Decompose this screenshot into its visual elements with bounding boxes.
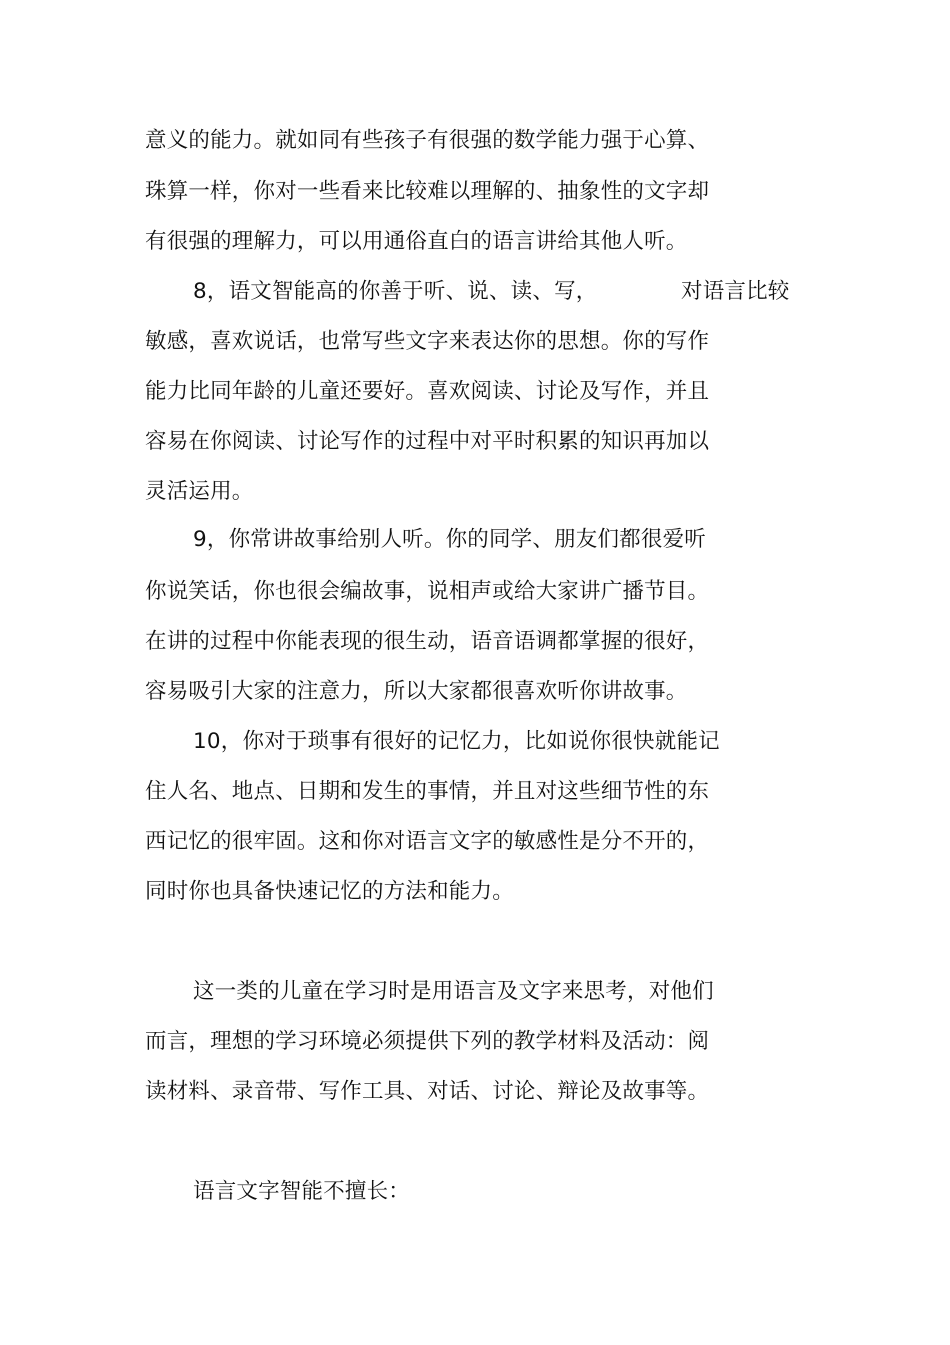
text-line-2: 珠算一样，你对一些看来比较难以理解的、抽象性的文字却 — [145, 179, 710, 204]
text-line-1: 意义的能力。就如同有些孩子有很强的数学能力强于心算、 — [145, 128, 710, 153]
text-line-15: 西记忆的很牢固。这和你对语言文字的敏感性是分不开的， — [145, 829, 710, 854]
summary-paragraph-start: 这一类的儿童在学习时是用语言及文字来思考，对他们 — [193, 979, 714, 1004]
section-heading: 语言文字智能不擅长： — [193, 1179, 411, 1204]
text-line-12: 容易吸引大家的注意力，所以大家都很喜欢听你讲故事。 — [145, 679, 688, 704]
paragraph-10-start: 10，你对于琐事有很好的记忆力，比如说你很快就能记 — [193, 729, 720, 754]
text-line-3: 有很强的理解力，可以用通俗直白的语言讲给其他人听。 — [145, 229, 688, 254]
text-line-5: 敏感，喜欢说话，也常写些文字来表达你的思想。你的写作 — [145, 329, 710, 354]
text-line-14: 住人名、地点、日期和发生的事情，并且对这些细节性的东 — [145, 779, 710, 804]
text-line-6: 能力比同年龄的儿童还要好。喜欢阅读、讨论及写作，并且 — [145, 379, 710, 404]
paragraph-8-start: 8，语文智能高的你善于听、说、读、写， — [193, 279, 598, 304]
paragraph-8-continuation: 对语言比较 — [681, 279, 790, 304]
text-line-11: 在讲的过程中你能表现的很生动，语音语调都掌握的很好， — [145, 629, 710, 654]
text-line-16: 同时你也具备快速记忆的方法和能力。 — [145, 879, 514, 904]
text-line-10: 你说笑话，你也很会编故事，说相声或给大家讲广播节目。 — [145, 579, 710, 604]
text-line-18: 而言，理想的学习环境必须提供下列的教学材料及活动：阅 — [145, 1029, 710, 1054]
text-line-19: 读材料、录音带、写作工具、对话、讨论、辩论及故事等。 — [145, 1079, 710, 1104]
text-line-7: 容易在你阅读、讨论写作的过程中对平时积累的知识再加以 — [145, 429, 710, 454]
text-line-8: 灵活运用。 — [145, 479, 254, 504]
paragraph-9-start: 9，你常讲故事给别人听。你的同学、朋友们都很爱听 — [193, 527, 706, 552]
